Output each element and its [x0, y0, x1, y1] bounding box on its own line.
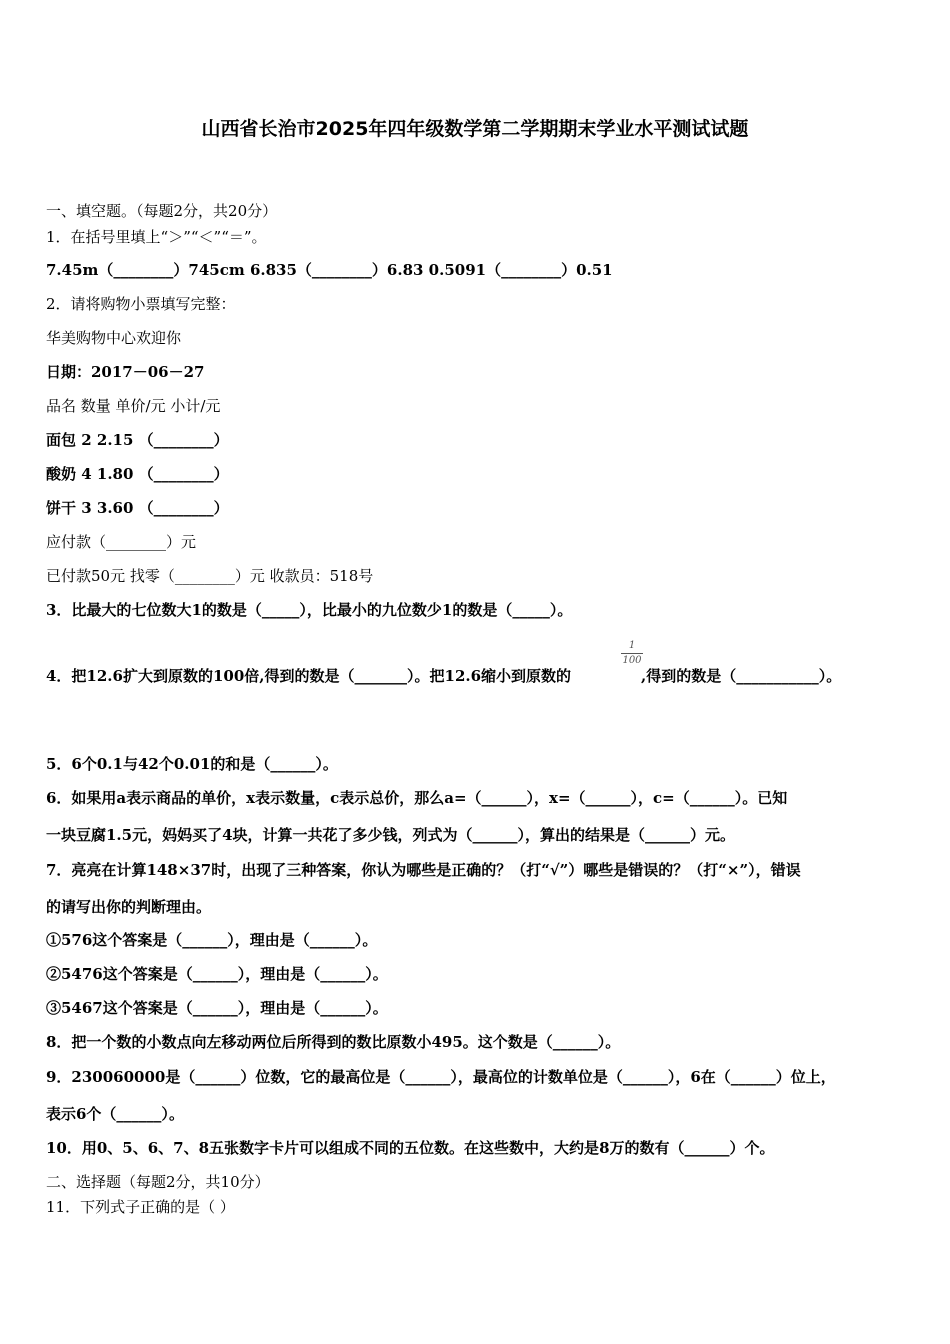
- q10: 10．用0、5、6、7、8五张数字卡片可以组成不同的五位数。在这些数中，大约是8万的数有（______）个。: [46, 1139, 775, 1157]
- fraction-numerator: 1: [628, 640, 636, 651]
- q7-item-2: ②5476这个答案是（______），理由是（______）。: [46, 965, 388, 983]
- q4-part1: 4．把12.6扩大到原数的100倍,得到的数是（_______）。把12.6缩小到原数的: [46, 667, 572, 685]
- q2-shop: 华美购物中心欢迎你: [46, 329, 182, 347]
- fraction-bar: [621, 653, 643, 654]
- q2-payable: 应付款（________）元: [46, 533, 197, 551]
- q2-stem: 2．请将购物小票填写完整：: [46, 295, 236, 313]
- q2-row-biscuit: 饼干 3 3.60 （________）: [46, 499, 229, 517]
- page-title: 山西省长治市2025年四年级数学第二学期期末学业水平测试试题: [201, 118, 749, 140]
- q2-row-bread: 面包 2 2.15 （________）: [46, 431, 229, 449]
- q9-line2: 表示6个（______）。: [46, 1105, 184, 1123]
- q7-item-3: ③5467这个答案是（______），理由是（______）。: [46, 999, 388, 1017]
- q6-line1: 6．如果用a表示商品的单价，x表示数量，c表示总价，那么a=（______），x=（______），c=（______）。已知: [46, 789, 788, 807]
- q11: 11．下列式子正确的是（ ）: [46, 1198, 235, 1216]
- fraction-one-hundredth: [621, 640, 643, 667]
- q9-line1: 9．230060000是（______）位数，它的最高位是（______），最高位的计数单位是（______），6在（______）位上，: [46, 1068, 836, 1086]
- section-choice-header: 二、选择题（每题2分，共10分）: [46, 1173, 270, 1191]
- section-fill-header: 一、填空题。（每题2分，共20分）: [46, 202, 278, 220]
- q5: 5．6个0.1与42个0.01的和是（______）。: [46, 755, 338, 773]
- fraction-denominator: 100: [622, 655, 642, 666]
- q6-line2: 一块豆腐1.5元，妈妈买了4块，计算一共花了多少钱，列式为（______），算出的结果是（______）元。: [46, 826, 736, 844]
- q4-part2: ,得到的数是（___________）。: [641, 667, 842, 685]
- q3: 3．比最大的七位数大1的数是（_____），比最小的九位数少1的数是（_____）。: [46, 601, 573, 619]
- q7-line1: 7．亮亮在计算148×37时，出现了三种答案，你认为哪些是正确的？（打“√”）哪些是错误的？（打“×”），错误: [46, 861, 801, 879]
- q1-stem: 1．在括号里填上“＞”“＜”“＝”。: [46, 228, 267, 246]
- q7-item-1: ①576这个答案是（______），理由是（______）。: [46, 931, 378, 949]
- q2-date: 日期：2017－06－27: [46, 363, 205, 381]
- q8: 8．把一个数的小数点向左移动两位后所得到的数比原数小495。这个数是（______）。: [46, 1033, 621, 1051]
- q1-line: 7.45m（________）745cm 6.835（________）6.83 0.5091（________）0.51: [46, 261, 613, 279]
- q2-paid: 已付款50元 找零（________）元 收款员：518号: [46, 567, 374, 585]
- q2-row-yogurt: 酸奶 4 1.80 （________）: [46, 465, 229, 483]
- q7-line2: 的请写出你的判断理由。: [46, 898, 212, 916]
- q2-header: 品名 数量 单价/元 小计/元: [46, 397, 221, 415]
